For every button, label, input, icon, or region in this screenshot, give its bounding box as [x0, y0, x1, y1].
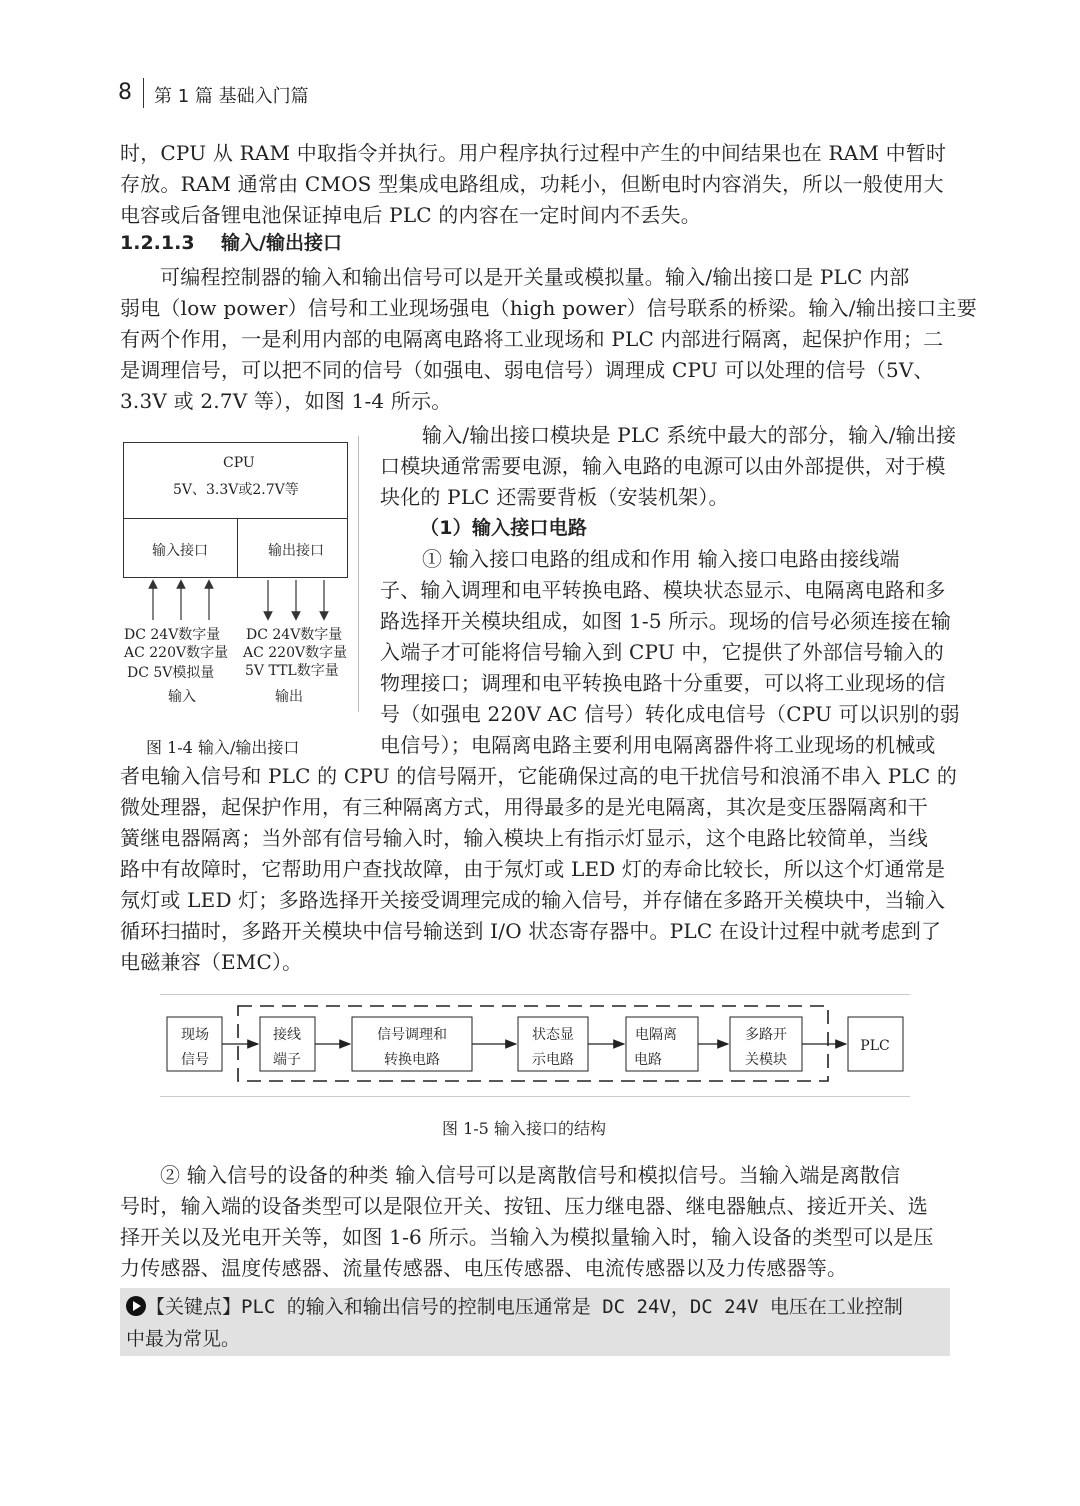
- fig4-cpu-voltage: 5V、3.3V或2.7V等: [173, 482, 299, 498]
- fig4-input-type: AC 220V数字量: [124, 645, 229, 661]
- text-line: 可编程控制器的输入和输出信号可以是开关量或模拟量。输入/输出接口是 PLC 内部: [160, 265, 910, 289]
- text-line: 路中有故障时，它帮助用户查找故障，由于氖灯或 LED 灯的寿命比较长，所以这个灯通常是: [120, 857, 946, 881]
- fig5-label: 电隔离: [635, 1027, 677, 1043]
- text-line: 号（如强电 220V AC 信号）转化成电信号（CPU 可以识别的弱: [380, 702, 960, 726]
- fig4-output-type: AC 220V数字量: [243, 645, 348, 661]
- fig5-label: 电路: [634, 1052, 662, 1068]
- text-line: 是调理信号，可以把不同的信号（如强电、弱电信号）调理成 CPU 可以处理的信号（5V、: [120, 358, 934, 382]
- text-line: 氖灯或 LED 灯；多路选择开关接受调理完成的输入信号，并存储在多路开关模块中，当输入: [120, 888, 946, 912]
- fig5-label: 多路开: [745, 1027, 787, 1043]
- text-line: 入端子才可能将信号输入到 CPU 中，它提供了外部信号输入的: [380, 640, 944, 664]
- text-line: 口模块通常需要电源，输入电路的电源可以由外部提供，对于模: [380, 454, 946, 478]
- fig4-input-label: 输入接口: [152, 543, 208, 559]
- header-divider: [143, 78, 144, 108]
- keypoint-text: PLC 的输入和输出信号的控制电压通常是 DC 24V，DC 24V 电压在工业控制: [241, 1296, 903, 1318]
- text-line: 输入/输出接口模块是 PLC 系统中最大的部分，输入/输出接: [422, 423, 957, 447]
- fig5-caption: 图 1-5 输入接口的结构: [442, 1119, 606, 1138]
- text-line: 块化的 PLC 还需要背板（安装机架）。: [380, 485, 729, 509]
- text-line: 电磁兼容（EMC）。: [120, 950, 303, 974]
- fig4-caption: 图 1-4 输入/输出接口: [146, 738, 300, 757]
- text-line: 弱电（low power）信号和工业现场强电（high power）信号联系的桥梁。输入/输出接口主要: [120, 296, 977, 320]
- fig5-label: 接线: [273, 1027, 301, 1043]
- fig5-label: 关模块: [745, 1052, 787, 1068]
- fig4-arrows: [123, 578, 353, 623]
- fig5-label: 端子: [273, 1052, 301, 1068]
- text-line: 号时，输入端的设备类型可以是限位开关、按钮、压力继电器、继电器触点、接近开关、选: [120, 1194, 928, 1218]
- fig5-label: 现场: [181, 1027, 209, 1043]
- figure-divider: [358, 436, 359, 712]
- fig4-vline: [237, 518, 238, 578]
- text-line: 存放。RAM 通常由 CMOS 型集成电路组成，功耗小，但断电时内容消失，所以一般使用大: [120, 172, 944, 196]
- text-line: ② 输入信号的设备的种类 输入信号可以是离散信号和模拟信号。当输入端是离散信: [160, 1163, 901, 1187]
- chapter-title: 第 1 篇 基础入门篇: [154, 86, 309, 107]
- fig4-input-type: DC 24V数字量: [124, 627, 221, 643]
- fig4-input-type: DC 5V模拟量: [127, 665, 215, 681]
- fig5-label: PLC: [860, 1038, 890, 1054]
- play-icon: [126, 1296, 146, 1316]
- fig4-output-caption: 输出: [275, 689, 303, 705]
- fig5-bottom-rule: [160, 1096, 910, 1097]
- text-line: 簧继电器隔离；当外部有信号输入时，输入模块上有指示灯显示，这个电路比较简单，当线: [120, 826, 928, 850]
- page-number: 8: [118, 80, 132, 105]
- section-title: 输入/输出接口: [221, 232, 342, 254]
- fig5-label: 示电路: [532, 1052, 574, 1068]
- fig4-output-type: DC 24V数字量: [246, 627, 343, 643]
- keypoint-label: 【关键点】: [146, 1296, 242, 1318]
- text-line: 子、输入调理和电平转换电路、模块状态显示、电隔离电路和多: [380, 578, 946, 602]
- fig4-output-label: 输出接口: [268, 543, 324, 559]
- text-line: 物理接口；调理和电平转换电路十分重要，可以将工业现场的信: [380, 671, 946, 695]
- keypoint-line-2: 中最为常见。: [126, 1328, 241, 1350]
- text-line: 电信号）；电隔离电路主要利用电隔离器件将工业现场的机械或: [380, 733, 936, 757]
- text-line: 者电输入信号和 PLC 的 CPU 的信号隔开，它能确保过高的电干扰信号和浪涌不串入 PLC 的: [120, 764, 958, 788]
- fig5-label: 状态显: [532, 1027, 574, 1043]
- subsection-heading: （1）输入接口电路: [420, 517, 588, 539]
- fig4-input-caption: 输入: [168, 689, 196, 705]
- keypoint-line-1: [126, 1292, 903, 1319]
- text-line: 时，CPU 从 RAM 中取指令并执行。用户程序执行过程中产生的中间结果也在 RAM 中暂时: [120, 141, 947, 165]
- fig5-label: 信号调理和: [377, 1027, 447, 1043]
- text-line: 微处理器，起保护作用，有三种隔离方式，用得最多的是光电隔离，其次是变压器隔离和干: [120, 795, 928, 819]
- text-line: 3.3V 或 2.7V 等），如图 1-4 所示。: [120, 389, 452, 413]
- text-line: ① 输入接口电路的组成和作用 输入接口电路由接线端: [422, 547, 900, 571]
- fig4-cpu-title: CPU: [223, 455, 255, 471]
- fig4-output-type: 5V TTL数字量: [245, 663, 339, 679]
- keypoint-box: [120, 1288, 950, 1356]
- section-number: 1.2.1.3: [120, 232, 195, 254]
- section-heading: [120, 228, 342, 255]
- text-line: 循环扫描时，多路开关模块中信号输送到 I/O 状态寄存器中。PLC 在设计过程中就考虑到了: [120, 919, 942, 943]
- fig4-hline: [123, 518, 348, 519]
- text-line: 有两个作用，一是利用内部的电隔离电路将工业现场和 PLC 内部进行隔离，起保护作用；二: [120, 327, 944, 351]
- fig5-label: 转换电路: [384, 1052, 440, 1068]
- text-line: 电容或后备锂电池保证掉电后 PLC 的内容在一定时间内不丢失。: [120, 203, 701, 227]
- text-line: 路选择开关模块组成，如图 1-5 所示。现场的信号必须连接在输: [380, 609, 952, 633]
- text-line: 力传感器、温度传感器、流量传感器、电压传感器、电流传感器以及力传感器等。: [120, 1256, 848, 1280]
- fig5-label: 信号: [181, 1052, 209, 1068]
- text-line: 择开关以及光电开关等，如图 1-6 所示。当输入为模拟量输入时，输入设备的类型可以是压: [120, 1225, 934, 1249]
- figure-1-5: [160, 995, 910, 1095]
